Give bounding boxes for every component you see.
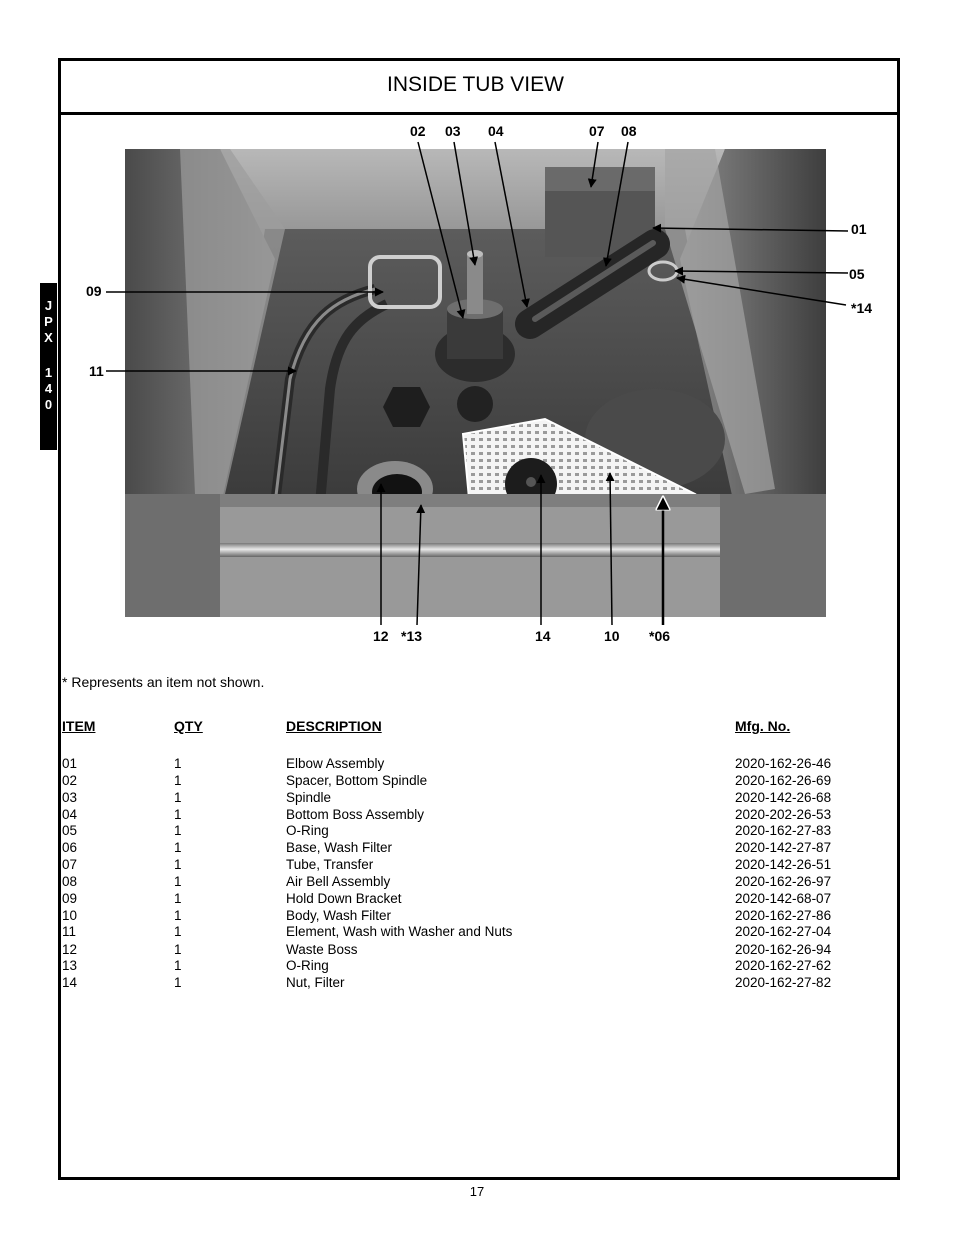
cell-qty: 1 [174,857,182,872]
header-qty: QTY [174,718,203,734]
cell-description: Tube, Transfer [286,857,374,872]
cell-mfg-no: 2020-162-26-97 [735,874,832,889]
cell-item: 10 [62,908,78,923]
callout-12: 12 [373,628,389,644]
callout-06-not-shown: *06 [649,628,671,644]
cell-description: Spacer, Bottom Spindle [286,773,428,788]
cell-description: Body, Wash Filter [286,908,392,923]
cell-item: 09 [62,891,78,906]
leader-02 [418,142,463,318]
cell-item: 05 [62,823,78,838]
cell-qty: 1 [174,823,182,838]
table-row [62,807,862,824]
callout-05: 05 [849,266,865,282]
cell-mfg-no: 2020-142-68-07 [735,891,832,906]
cell-mfg-no: 2020-202-26-53 [735,807,832,822]
cell-mfg-no: 2020-142-26-68 [735,790,832,805]
cell-description: Waste Boss [286,942,358,957]
cell-item: 14 [62,975,78,990]
cell-qty: 1 [174,790,182,805]
cell-mfg-no: 2020-162-27-82 [735,975,832,990]
cell-description: Elbow Assembly [286,756,385,771]
table-row [62,857,862,874]
cell-mfg-no: 2020-162-26-94 [735,942,832,957]
cell-qty: 1 [174,874,182,889]
cell-item: 02 [62,773,78,788]
leader-10 [610,473,612,625]
leader-13s [417,505,421,625]
leader-14s [677,278,846,305]
side-tab-letter: 4 [44,381,53,396]
cell-qty: 1 [174,891,182,906]
callout-09: 09 [86,283,102,299]
leader-05 [675,271,848,273]
table-row [62,756,862,773]
side-tab-letter: 1 [44,365,53,380]
cell-qty: 1 [174,942,182,957]
cell-description: O-Ring [286,823,329,838]
cell-item: 07 [62,857,78,872]
cell-item: 13 [62,958,78,973]
cell-item: 03 [62,790,78,805]
cell-item: 04 [62,807,78,822]
cell-mfg-no: 2020-162-27-83 [735,823,832,838]
leader-01 [653,228,848,231]
side-tab-letter: J [44,298,53,313]
side-tab-letter: 0 [44,397,53,412]
callout-01: 01 [851,221,867,237]
cell-mfg-no: 2020-162-27-86 [735,908,832,923]
cell-qty: 1 [174,807,182,822]
cell-qty: 1 [174,840,182,855]
table-row [62,942,862,959]
cell-mfg-no: 2020-162-27-04 [735,924,832,939]
callout-14-not-shown: *14 [851,300,873,316]
table-row [62,908,862,925]
leader-03 [454,142,475,265]
not-shown-note: * Represents an item not shown. [62,674,265,690]
cell-mfg-no: 2020-142-26-51 [735,857,832,872]
table-row [62,840,862,857]
cell-mfg-no: 2020-162-27-62 [735,958,832,973]
cell-item: 12 [62,942,78,957]
side-tab-letter: X [44,330,53,345]
page-title: INSIDE TUB VIEW [387,73,564,96]
cell-qty: 1 [174,975,182,990]
callout-14: 14 [535,628,551,644]
table-row [62,924,862,941]
table-row [62,891,862,908]
table-row [62,874,862,891]
page-number: 17 [469,1184,485,1199]
cell-item: 08 [62,874,78,889]
cell-mfg-no: 2020-162-26-46 [735,756,832,771]
cell-description: Base, Wash Filter [286,840,393,855]
cell-description: O-Ring [286,958,329,973]
cell-item: 11 [62,924,77,939]
header-mfg-no: Mfg. No. [735,718,791,734]
cell-description: Nut, Filter [286,975,345,990]
cell-item: 06 [62,840,78,855]
cell-qty: 1 [174,908,182,923]
leader-04 [495,142,527,307]
table-row [62,975,862,992]
leader-07 [591,142,598,187]
cell-qty: 1 [174,756,182,771]
table-row [62,790,862,807]
table-row [62,773,862,790]
callout-04: 04 [488,123,504,139]
callout-07: 07 [589,123,605,139]
cell-description: Air Bell Assembly [286,874,391,889]
cell-mfg-no: 2020-162-26-69 [735,773,832,788]
cell-qty: 1 [174,958,182,973]
cell-qty: 1 [174,924,182,939]
callout-03: 03 [445,123,461,139]
cell-item: 01 [62,756,78,771]
cell-description: Hold Down Bracket [286,891,402,906]
header-description: DESCRIPTION [286,718,382,734]
cell-description: Spindle [286,790,332,805]
cell-description: Bottom Boss Assembly [286,807,425,822]
callout-10: 10 [604,628,620,644]
side-tab-letter: P [44,314,53,329]
callout-02: 02 [410,123,426,139]
table-row [62,823,862,840]
cell-description: Element, Wash with Washer and Nuts [286,924,513,939]
header-item: ITEM [62,718,96,734]
cell-mfg-no: 2020-142-27-87 [735,840,832,855]
callout-11: 11 [89,363,104,379]
leader-08 [606,142,628,266]
callout-08: 08 [621,123,637,139]
callout-13-not-shown: *13 [401,628,423,644]
table-row [62,958,862,975]
cell-qty: 1 [174,773,182,788]
